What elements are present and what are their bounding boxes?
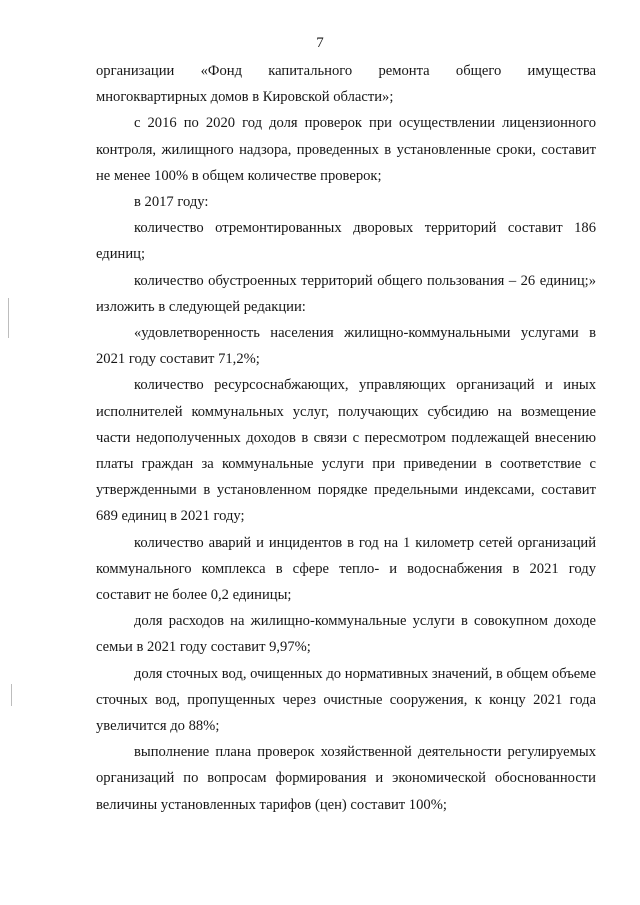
page-number: 7 — [316, 35, 324, 51]
paragraph-wastewater: доля сточных вод, очищенных до нормативных значений, в общем объеме сточных вод, пропущенных через очистные сооружения, к концу 2021 года увеличится до 88%; — [96, 665, 596, 735]
paragraph-yard-territories: количество отремонтированных дворовых территорий составит 186 единиц; — [96, 220, 596, 263]
scan-mark-left-1 — [8, 298, 9, 338]
paragraph-inspections-share: с 2016 по 2020 год доля проверок при осуществлении лицензионного контроля, жилищного надзора, проведенных в установленные сроки, составит не менее 100% в общем количестве проверок; — [96, 115, 596, 184]
paragraph-expenses-share: доля расходов на жилищно-коммунальные услуги в совокупном доходе семьи в 2021 году составит 9,97%; — [96, 613, 596, 656]
paragraph-satisfaction: «удовлетворенность населения жилищно-коммунальными услугами в 2021 году составит 71,2%; — [96, 325, 596, 368]
paragraph-year-2017: в 2017 году: — [134, 194, 209, 211]
paragraph-public-territories: количество обустроенных территорий общего пользования – 26 единиц;» изложить в следующей редакции: — [96, 272, 596, 315]
paragraph-fund-organization: организации «Фонд капитального ремонта общего имущества многоквартирных домов в Кировской области»; — [96, 63, 596, 106]
paragraph-subsidy-organizations: количество ресурсоснабжающих, управляющих организаций и иных исполнителей коммунальных услуг, получающих субсидию на возмещение части недополученных доходов в связи с пересмотром подлежащей внесению платы граждан за коммунальные услуги при приведении в соответствие с утвержденными в установленном порядке предельными индексами, составит 689 единиц в 2021 году; — [96, 377, 596, 525]
document-body — [96, 58, 596, 818]
paragraph-accidents: количество аварий и инцидентов в год на 1 километр сетей организаций коммунального комплекса в сфере тепло- и водоснабжения в 2021 году составит не более 0,2 единицы; — [96, 534, 596, 604]
scan-mark-left-2 — [11, 684, 12, 706]
paragraph-tariff-inspections: выполнение плана проверок хозяйственной деятельности регулируемых организаций по вопросам формирования и экономической обоснованности величины установленных тарифов (цен) составит 100%; — [96, 744, 596, 813]
